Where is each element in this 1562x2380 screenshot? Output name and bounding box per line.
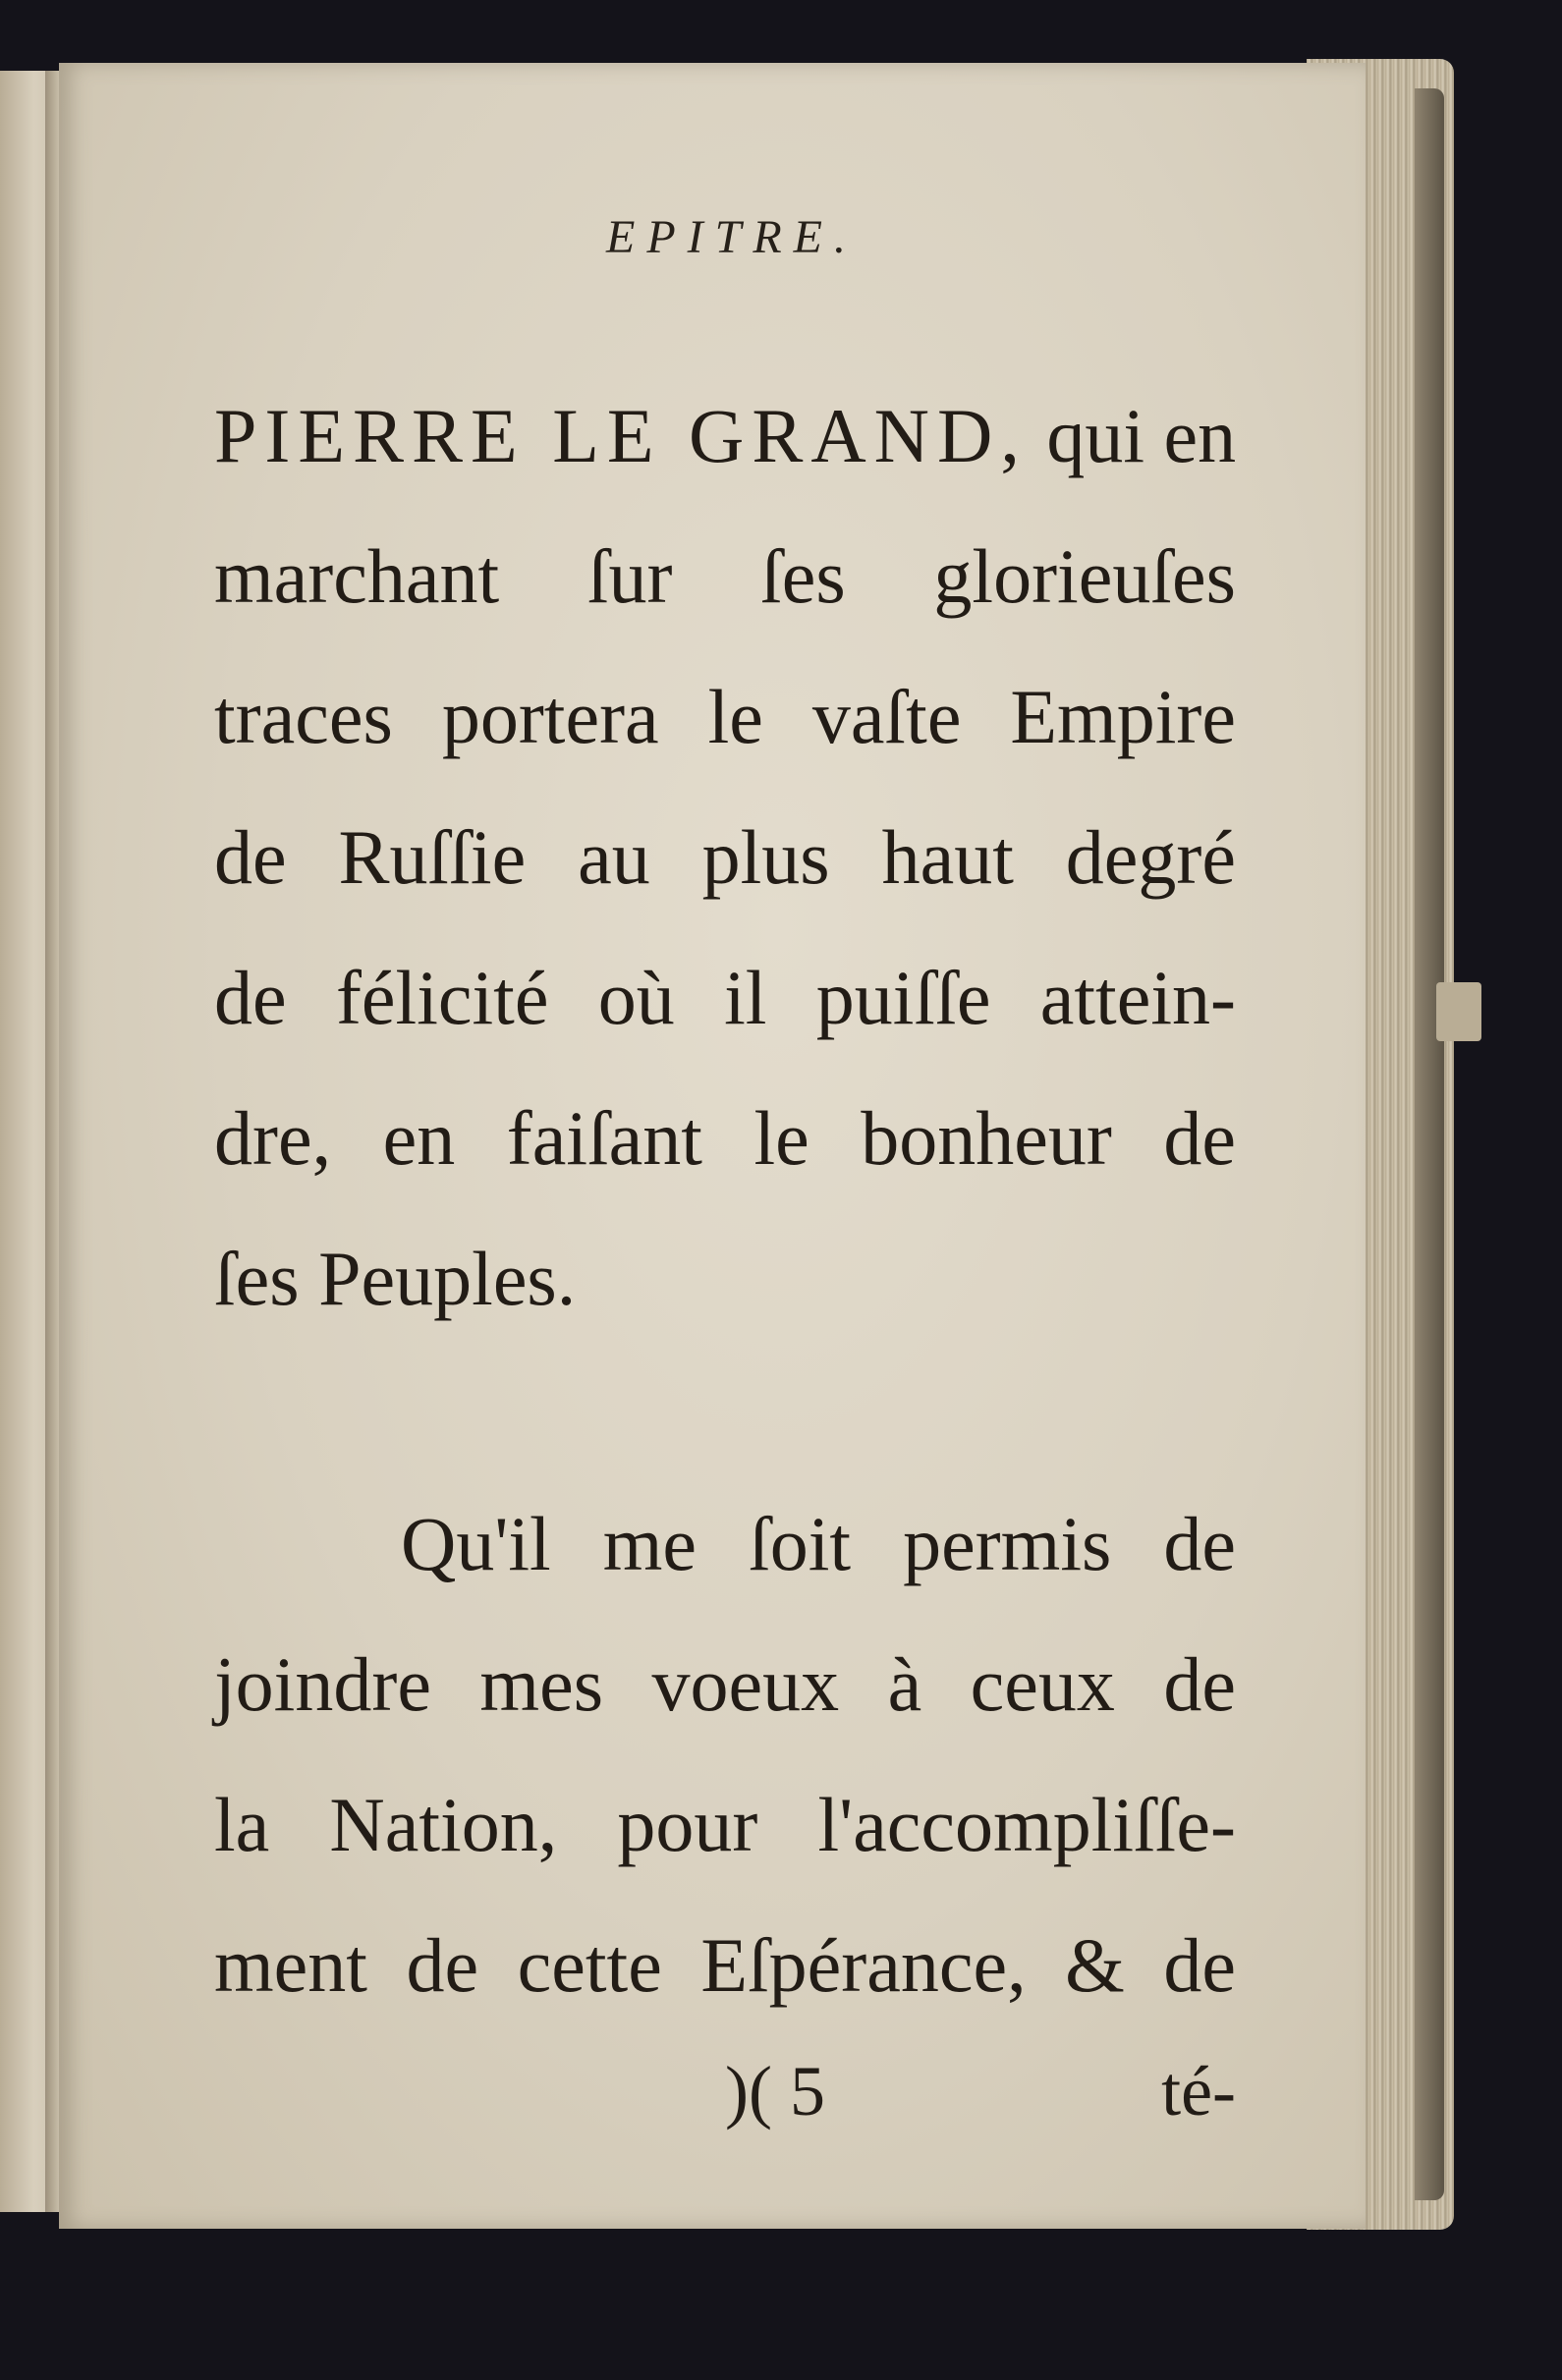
page-footer: [214, 2051, 1236, 2159]
text-line: traces portera le vaſte Empire: [214, 674, 1236, 759]
text-line: ſes Peuples.: [214, 1236, 577, 1321]
text-line: marchant ſur ſes glorieuſes: [214, 533, 1236, 619]
page-edges-shadow: [1415, 88, 1444, 2200]
name-small-caps: PIERRE LE GRAND,: [214, 393, 1028, 478]
book-gutter: [45, 71, 59, 2212]
text-line: [214, 365, 1236, 506]
signature-mark: )( 5: [725, 2052, 825, 2131]
paragraph-1: [214, 365, 1236, 1349]
text-line: Qu'il me ſoit permis de: [401, 1501, 1236, 1586]
catchword: té-: [1161, 2052, 1236, 2131]
text-line: dre, en faiſant le bonheur de: [214, 1095, 1236, 1181]
text-line: de Ruſſie au plus haut degré: [214, 814, 1236, 900]
text-line-rest: qui en: [1027, 393, 1237, 478]
text-line: la Nation, pour l'accompliſſe-: [214, 1782, 1236, 1867]
text-line: de félicité où il puiſſe attein-: [214, 955, 1236, 1040]
book-page: [59, 63, 1366, 2229]
paragraph-2: [214, 1473, 1236, 2035]
page-tab: [1436, 982, 1481, 1041]
text-line: ment de cette Eſpérance, & de: [214, 1922, 1236, 2008]
text-line: joindre mes voeux à ceux de: [214, 1641, 1236, 1727]
running-header: EPITRE.: [606, 211, 858, 263]
